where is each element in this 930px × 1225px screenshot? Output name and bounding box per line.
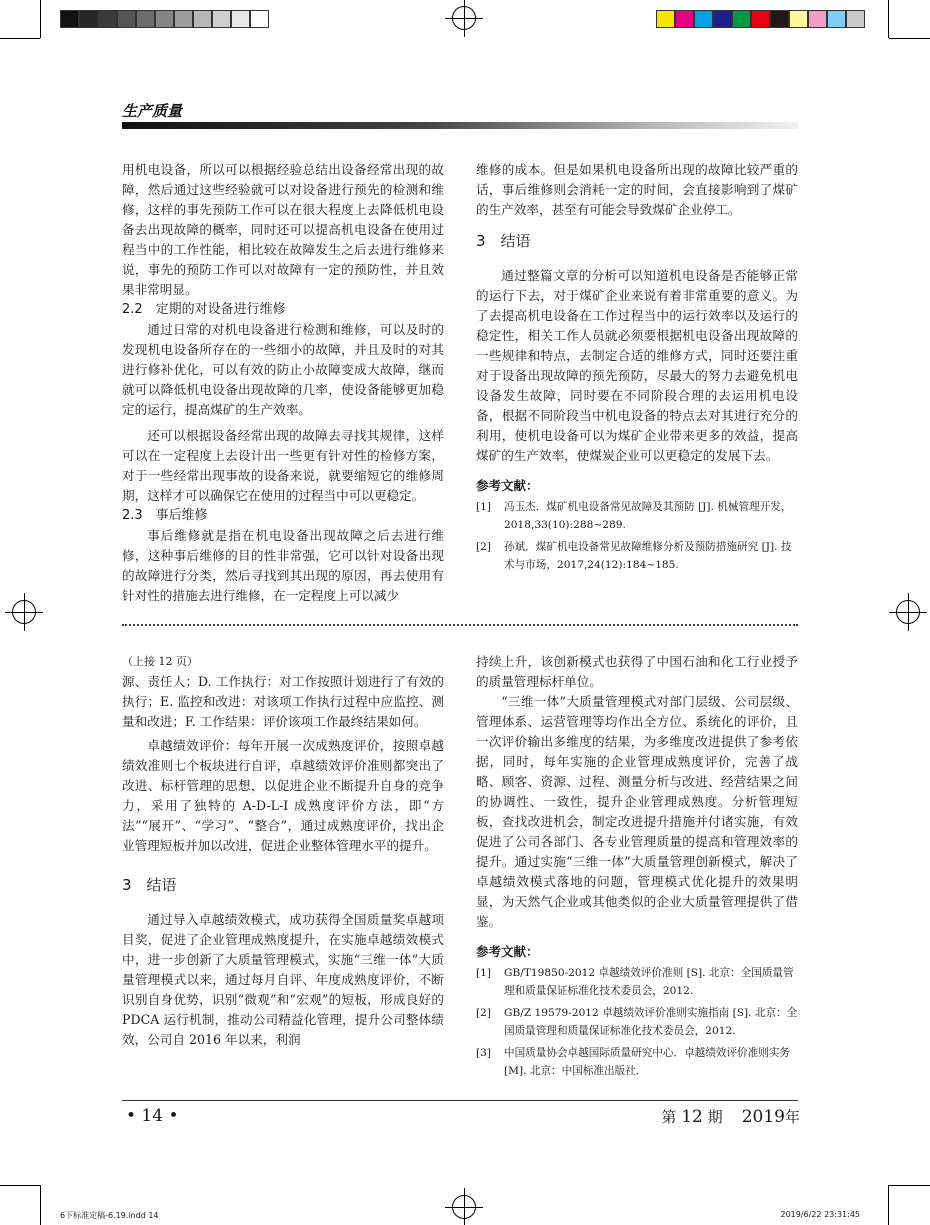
color-swatch (117, 10, 136, 28)
color-swatch (250, 10, 269, 28)
continued-note: （上接 12 页） (122, 655, 198, 668)
color-swatch (98, 10, 117, 28)
registration-mark (12, 600, 36, 624)
color-swatch (732, 10, 751, 28)
subsection-heading: 2.2 定期的对设备进行维修 (122, 302, 286, 317)
references-title: 参考文献： (476, 944, 539, 959)
crop-mark (0, 38, 40, 39)
registration-mark (896, 600, 920, 624)
color-swatch (675, 10, 694, 28)
color-calibration-bar (656, 10, 865, 28)
issue-info: 第 12 期 2019年 (661, 1107, 800, 1127)
article-divider (122, 624, 798, 626)
footer-rule (122, 1100, 798, 1101)
color-swatch (212, 10, 231, 28)
crop-mark (889, 38, 930, 39)
color-swatch (174, 10, 193, 28)
lower-right-column (476, 652, 798, 1084)
crop-mark (0, 1185, 40, 1186)
color-swatch (231, 10, 250, 28)
crop-mark (888, 0, 889, 38)
color-swatch (751, 10, 770, 28)
paragraph: 通过日常的对机电设备进行检测和维修，可以及时的发现机电设备所存在的一些细小的故障，并且及时的对其进行修补优化，可以有效的防止小故障变成大故障，继而就可以降低机电设备出现故障的几率，使设备能够更加稳定的运行，提高煤矿的生产效率。 (122, 322, 444, 417)
section-heading: 3 结语 (122, 876, 177, 894)
color-swatch (136, 10, 155, 28)
color-swatch (60, 10, 79, 28)
grayscale-calibration-bar (60, 10, 269, 28)
page-number: • 14 • (126, 1106, 179, 1126)
color-swatch (789, 10, 808, 28)
upper-right-column (476, 160, 798, 578)
paragraph: “三维一体”大质量管理模式对部门层级、公司层级、管理体系、运营管理等均作出全方位、系统化的评价，且一次评价输出多维度的结果，为多维度改进提供了参考依据，同时，每年实施的企业管理成熟度评价，完善了战略、顾客、资源、过程、测量分析与改进、经营结果之间的协调性、一致性，提升企业管理成熟度。分析管理短板，查找改进机会，制定改进提升措施并付诸实施，有效促进了公司各部门、各专业管理质量的提高和管理效率的提升。通过实施“三维一体”大质量管理创新模式，解决了卓越绩效模式落地的问题，管理模式优化提升的效果明显，为天然气企业或其他类似的企业大质量管理提供了借鉴。 (476, 694, 798, 929)
paragraph: 维修的成本。但是如果机电设备所出现的故障比较严重的话，事后维修则会消耗一定的时间，会直接影响到了煤矿的生产效率，甚至有可能会导致煤矿企业停工。 (476, 162, 798, 217)
paragraph: 卓越绩效评价：每年开展一次成熟度评价，按照卓越绩效准则七个板块进行自评，卓越绩效评价准则都突出了改进、标杆管理的思想，以促进企业不断提升自身的竞争力，采用了独特的 A-D-L-I 成熟度评价方法，即“方法”“展开”、“学习”、“整合”，通过成熟度评价，找出企业管理短板并加以改进，促进企业整体管理水平的提升。 (122, 738, 444, 853)
section-heading: 3 结语 (476, 232, 531, 250)
paragraph: 用机电设备，所以可以根据经验总结出设备经常出现的故障，然后通过这些经验就可以对设备进行预先的检测和维修，这样的事先预防工作可以在很大程度上去降低机电设备去出现故障的概率，同时还可以提高机电设备在使用过程当中的工作性能，相比较在故障发生之后去进行维修来说，事先的预防工作可以对故障有一定的预防性，并且效果非常明显。 (122, 162, 444, 297)
subsection-heading: 2.3 事后维修 (122, 508, 208, 523)
reference-item: [2] GB/Z 19579-2012 卓越绩效评价准则实施指南 [S]. 北京：全国质量管理和质量保证标准化技术委员会，2012. (476, 1007, 798, 1037)
color-swatch (79, 10, 98, 28)
reference-item: [1] GB/T19850-2012 卓越绩效评价准则 [S]. 北京：全国质量管理和质量保证标准化技术委员会，2012. (476, 967, 794, 997)
lower-left-column (122, 652, 444, 1050)
paragraph: 源、责任人；D. 工作执行：对工作按照计划进行了有效的执行；E. 监控和改进：对该项工作执行过程中应监控、测量和改进；F. 工作结果：评价该项工作最终结果如何。 (122, 674, 444, 729)
paragraph: 事后维修就是指在机电设备出现故障之后去进行维修，这种事后维修的目的性非常强，它可以针对设备出现的故障进行分类，然后寻找到其出现的原因，再去使用有针对性的措施去进行维修，在一定程度上可以减少 (122, 528, 444, 603)
slug-filename: 6下标准定稿-6.19.indd 14 (60, 1211, 159, 1220)
reference-item: [2] 孙斌．煤矿机电设备常见故障维修分析及预防措施研究 [J]. 技术与市场，2017,24(12):184~185. (476, 541, 792, 571)
crop-mark (40, 0, 41, 38)
paragraph: 通过导入卓越绩效模式，成功获得全国质量奖卓越项目奖，促进了企业管理成熟度提升，在实施卓越绩效模式中，进一步创新了大质量管理模式，实施“三维一体”大质量管理模式以来，通过每月自评、年度成熟度评价，不断识别自身优势，识别“微观”和“宏观”的短板，形成良好的 PDCA 运行机制，推动公司精益化管理，提升公司整体绩效，公司自 2016 年以来，利润 (122, 912, 444, 1047)
color-swatch (713, 10, 732, 28)
color-swatch (770, 10, 789, 28)
crop-mark (40, 1185, 41, 1225)
color-swatch (155, 10, 174, 28)
section-header: 生产质量 (122, 102, 183, 120)
color-swatch (656, 10, 675, 28)
references-title: 参考文献： (476, 478, 539, 493)
crop-mark (889, 1185, 930, 1186)
color-swatch (193, 10, 212, 28)
crop-mark (888, 1185, 889, 1225)
header-gradient-bar (122, 122, 798, 129)
paragraph: 持续上升，该创新模式也获得了中国石油和化工行业授予的质量管理标杆单位。 (476, 654, 798, 689)
color-swatch (827, 10, 846, 28)
reference-item: [1] 冯玉杰．煤矿机电设备常见故障及其预防 [J]. 机械管理开发，2018,33(10):288~289. (476, 501, 792, 531)
color-swatch (846, 10, 865, 28)
color-swatch (808, 10, 827, 28)
upper-left-column (122, 160, 444, 606)
registration-mark (452, 6, 476, 30)
reference-item: [3] 中国质量协会卓越国际质量研究中心．卓越绩效评价准则实务 [M]. 北京：中国标准出版社． (476, 1047, 791, 1077)
slug-timestamp: 2019/6/22 23:31:45 (780, 1210, 860, 1219)
paragraph: 还可以根据设备经常出现的故障去寻找其规律，这样可以在一定程度上去设计出一些更有针对性的检修方案，对于一些经常出现事故的设备来说，就要缩短它的维修周期，这样才可以确保它在使用的过程当中可以更稳定。 (122, 428, 444, 503)
registration-mark (452, 1195, 476, 1219)
color-swatch (694, 10, 713, 28)
paragraph: 通过整篇文章的分析可以知道机电设备是否能够正常的运行下去，对于煤矿企业来说有着非常重要的意义。为了去提高机电设备在工作过程当中的运行效率以及运行的稳定性，相关工作人员就必须要根据机电设备出现故障的一些规律和特点，去制定合适的维修方式，同时还要注重对于设备出现故障的预先预防，尽最大的努力去避免机电设备发生故障，同时要在不同阶段合理的去运用机电设备，根据不同阶段当中机电设备的特点去对其进行充分的利用，使机电设备可以为煤矿企业带来更多的效益，提高煤矿的生产效率，使煤炭企业可以更稳定的发展下去。 (476, 268, 798, 463)
